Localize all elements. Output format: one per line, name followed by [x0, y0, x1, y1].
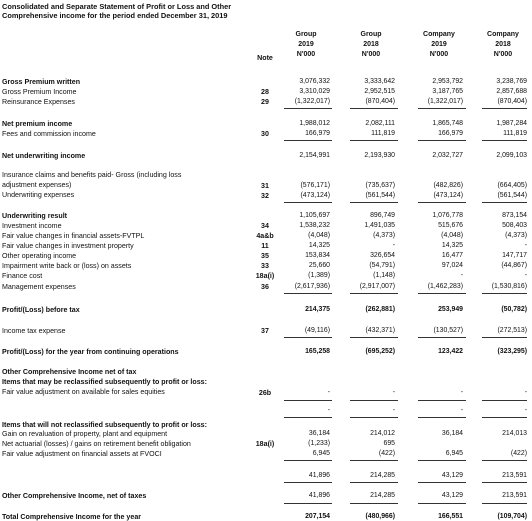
underline [350, 202, 398, 203]
underline [350, 400, 398, 401]
row-value: 1,988,012 [299, 120, 330, 127]
underline [482, 400, 527, 401]
row-value: 1,538,232 [299, 222, 330, 229]
row-value: 213,591 [502, 492, 527, 499]
row-value: (870,404) [365, 98, 395, 105]
row-value: 253,949 [438, 306, 463, 313]
row-value: 896,749 [370, 212, 395, 219]
row-value: 14,325 [308, 242, 330, 249]
row-value: 2,082,111 [365, 120, 395, 127]
header-company-2019: Company 2019 N'000 [423, 31, 455, 58]
row-value: (561,544) [497, 192, 527, 199]
underline [482, 140, 527, 141]
underline [418, 202, 466, 203]
underline [284, 460, 332, 461]
row-label: Management expenses [2, 283, 76, 291]
row-value: 166,551 [438, 513, 463, 520]
row-value: - [460, 407, 463, 414]
underline [284, 293, 332, 294]
row-value: - [524, 407, 527, 414]
underline [482, 337, 527, 338]
underline [482, 108, 527, 109]
row-value: (1,322,017) [294, 98, 330, 105]
underline [350, 108, 398, 109]
row-note: 35 [261, 252, 269, 260]
row-label: Profit/(Loss) before tax [2, 306, 80, 314]
underline [350, 417, 398, 418]
row-label: Reinsurance Expenses [2, 98, 75, 106]
row-value: - [327, 407, 330, 414]
row-value: - [524, 272, 527, 279]
row-label: adjustment expenses) [2, 181, 72, 189]
header-company-2018: Company 2018 N'000 [487, 31, 519, 58]
row-note: 34 [261, 222, 269, 230]
underline [418, 293, 466, 294]
row-value: (4,373) [373, 232, 395, 239]
row-value: (1,322,017) [427, 98, 463, 105]
row-value: 14,325 [441, 242, 463, 249]
row-value: 3,076,332 [299, 78, 330, 85]
row-value: (2,917,007) [359, 283, 395, 290]
row-value: 2,099,103 [496, 152, 527, 159]
row-value: - [524, 242, 527, 249]
row-label: Fair value adjustment on available for sales equities [2, 388, 165, 396]
row-label: Fees and commission income [2, 130, 96, 138]
row-label: Total Comprehensive Income for the year [2, 513, 142, 521]
row-value: (870,404) [497, 98, 527, 105]
row-value: - [327, 389, 330, 396]
row-label: Underwriting result [2, 212, 68, 220]
underline [482, 293, 527, 294]
statement-title-line2: Comprehensive income for the period ended December 31, 2019 [2, 11, 228, 20]
row-value: 508,403 [502, 222, 527, 229]
row-label: Profit/(Loss) for the year from continuing operations [2, 348, 179, 356]
row-value: (49,116) [304, 327, 330, 334]
underline [418, 503, 466, 504]
row-value: (695,252) [365, 348, 395, 355]
row-value: (422) [378, 450, 395, 457]
underline [482, 417, 527, 418]
underline [418, 460, 466, 461]
row-value: 214,375 [305, 306, 330, 313]
row-value: (482,826) [433, 182, 463, 189]
underline [418, 482, 466, 483]
row-note: 36 [261, 283, 269, 291]
row-value: (262,881) [365, 306, 395, 313]
row-value: 16,477 [441, 252, 463, 259]
row-value: 214,013 [502, 430, 527, 437]
row-value: 214,285 [370, 472, 395, 479]
row-value: 36,184 [441, 430, 463, 437]
row-value: (50,782) [501, 306, 527, 313]
row-value: (1,389) [308, 272, 330, 279]
row-value: (473,124) [433, 192, 463, 199]
row-note: 33 [261, 262, 269, 270]
row-value: 214,012 [370, 430, 395, 437]
row-label: Impairment write back or (loss) on assets [2, 262, 132, 270]
row-value: 3,238,769 [496, 78, 527, 85]
row-value: 123,422 [438, 348, 463, 355]
row-value: (4,048) [308, 232, 330, 239]
row-value: (4,373) [505, 232, 527, 239]
row-value: (2,617,936) [294, 283, 330, 290]
row-note: 26b [258, 389, 272, 397]
row-value: (664,405) [497, 182, 527, 189]
underline [284, 202, 332, 203]
underline [418, 337, 466, 338]
row-label: Other Comprehensive Income net of tax [2, 368, 137, 376]
row-value: 3,310,029 [299, 88, 330, 95]
row-label: Net actuarial (losses) / gains on retirement benefit obligation [2, 440, 191, 448]
row-value: (323,295) [497, 348, 527, 355]
row-note: 30 [261, 130, 269, 138]
underline [284, 503, 332, 504]
underline [350, 140, 398, 141]
row-value: 2,032,727 [432, 152, 463, 159]
row-label: Gross Premium Income [2, 88, 77, 96]
row-value: 41,896 [308, 472, 330, 479]
row-value: (109,704) [497, 513, 527, 520]
underline [482, 503, 527, 504]
row-label: Gain on revaluation of property, plant and equipment [2, 430, 168, 438]
row-value: 695 [383, 440, 395, 447]
row-value: 41,896 [308, 492, 330, 499]
row-value: (735,637) [365, 182, 395, 189]
row-value: - [392, 389, 395, 396]
row-value: 2,193,930 [364, 152, 395, 159]
row-note: 32 [261, 192, 269, 200]
row-label: Items that may be reclassified subsequently to profit or loss: [2, 378, 207, 386]
row-value: 2,154,991 [299, 152, 330, 159]
row-value: 111,819 [503, 130, 527, 137]
row-value: (130,527) [433, 327, 463, 334]
header-group-2018: Group 2018 N'000 [360, 31, 382, 58]
row-value: 147,717 [502, 252, 527, 259]
underline [350, 460, 398, 461]
row-value: 873,154 [502, 212, 527, 219]
underline [284, 337, 332, 338]
underline [350, 482, 398, 483]
underline [418, 417, 466, 418]
underline [350, 503, 398, 504]
row-value: 2,857,688 [496, 88, 527, 95]
row-value: (1,462,283) [427, 283, 463, 290]
row-value: 6,945 [445, 450, 463, 457]
statement-title-line1: Consolidated and Separate Statement of Profit or Loss and Other [2, 2, 232, 11]
row-value: 2,952,515 [364, 88, 395, 95]
row-value: 2,953,792 [432, 78, 463, 85]
row-label: Finance cost [2, 272, 43, 280]
row-label: Other operating income [2, 252, 77, 260]
row-value: (44,867) [501, 262, 527, 269]
row-label: Underwriting expenses [2, 191, 75, 199]
row-value: 165,258 [305, 348, 330, 355]
row-label: Investment income [2, 222, 62, 230]
underline [418, 400, 466, 401]
row-value: 1,105,697 [299, 212, 330, 219]
row-label: Net underwriting income [2, 152, 86, 160]
row-note: 18a(i) [255, 272, 275, 280]
row-value: 515,676 [438, 222, 463, 229]
underline [284, 108, 332, 109]
row-value: (272,513) [497, 327, 527, 334]
header-group-2019: Group 2019 N'000 [295, 31, 317, 58]
row-value: (561,544) [365, 192, 395, 199]
row-value: (422) [510, 450, 527, 457]
row-label: Income tax expense [2, 327, 66, 335]
row-value: 207,154 [305, 513, 330, 520]
row-value: (1,233) [308, 440, 330, 447]
row-label: Other Comprehensive Income, net of taxes [2, 492, 147, 500]
row-value: 213,591 [502, 472, 527, 479]
row-value: - [460, 389, 463, 396]
row-value: 97,024 [441, 262, 463, 269]
row-value: (576,171) [300, 182, 330, 189]
row-value: 1,987,284 [496, 120, 527, 127]
underline [284, 482, 332, 483]
underline [482, 482, 527, 483]
row-label: Fair value changes in financial assets-FVTPL [2, 232, 145, 240]
underline [482, 202, 527, 203]
row-note: 31 [261, 182, 269, 190]
header-note: Note [257, 54, 273, 62]
row-value: (473,124) [300, 192, 330, 199]
row-value: 1,865,748 [432, 120, 463, 127]
underline [418, 108, 466, 109]
row-value: - [524, 389, 527, 396]
row-value: 43,129 [441, 492, 463, 499]
row-value: - [392, 407, 395, 414]
underline [482, 460, 527, 461]
row-label: Net premium income [2, 120, 73, 128]
underline [350, 293, 398, 294]
row-label: Fair value changes in investment property [2, 242, 134, 250]
row-value: - [460, 272, 463, 279]
row-note: 18a(i) [255, 440, 275, 448]
row-value: (4,048) [441, 232, 463, 239]
row-label: Items that will not reclassified subsequently to profit or loss: [2, 421, 207, 429]
row-value: 214,285 [370, 492, 395, 499]
row-value: 1,491,035 [364, 222, 395, 229]
underline [284, 400, 332, 401]
row-label: Gross Premium written [2, 78, 81, 86]
row-value: - [392, 242, 395, 249]
row-value: 111,819 [371, 130, 395, 137]
row-value: (1,530,816) [491, 283, 527, 290]
underline [418, 140, 466, 141]
row-note: 28 [261, 88, 269, 96]
row-value: 36,184 [308, 430, 330, 437]
row-value: (54,791) [369, 262, 395, 269]
row-label: Insurance claims and benefits paid- Gross (including loss [2, 171, 182, 179]
row-value: 166,979 [305, 130, 330, 137]
row-value: (480,966) [365, 513, 395, 520]
row-label: Fair value adjustment on financial assets at FVOCI [2, 450, 162, 458]
row-note: 29 [261, 98, 269, 106]
row-value: 1,076,778 [432, 212, 463, 219]
row-value: 3,333,642 [364, 78, 395, 85]
row-value: 153,834 [305, 252, 330, 259]
row-value: 326,654 [370, 252, 395, 259]
row-value: 43,129 [441, 472, 463, 479]
row-value: 25,660 [308, 262, 330, 269]
row-value: 3,187,765 [432, 88, 463, 95]
row-value: (1,148) [373, 272, 395, 279]
row-value: 6,945 [312, 450, 330, 457]
row-value: 166,979 [438, 130, 463, 137]
underline [284, 417, 332, 418]
row-value: (432,371) [365, 327, 395, 334]
row-note: 11 [261, 242, 269, 250]
row-note: 37 [261, 327, 269, 335]
underline [350, 337, 398, 338]
row-note: 4a&b [256, 232, 274, 240]
underline [284, 140, 332, 141]
